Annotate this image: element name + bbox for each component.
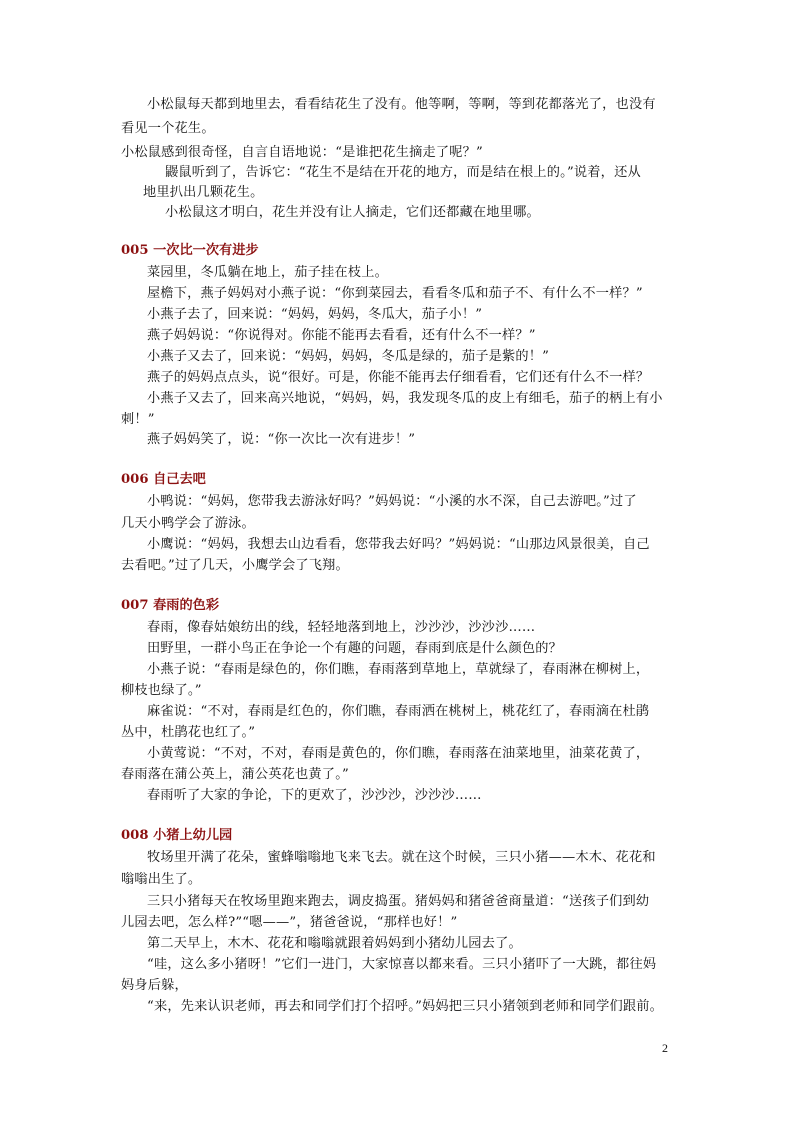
- paragraph-line: 看见一个花生。: [121, 121, 215, 136]
- paragraph-line: 鼹鼠听到了，告诉它：“花生不是结在开花的地方，而是结在根上的。”说着，还从: [165, 165, 641, 180]
- paragraph-line: 麻雀说：“不对，春雨是红色的，你们瞧，春雨洒在桃树上，桃花红了，春雨滴在杜鹃: [147, 704, 650, 719]
- paragraph-line: 妈身后躲，: [121, 978, 188, 993]
- story-title: 005 一次比一次有进步: [121, 243, 259, 258]
- paragraph-line: 小松鼠感到很奇怪，自言自语地说：“是谁把花生摘走了呢？”: [121, 145, 483, 160]
- story-title: 008 小猪上幼儿园: [121, 828, 233, 843]
- paragraph-line: 小鸭说：“妈妈，您带我去游泳好吗？”妈妈说：“小溪的水不深，自己去游吧。”过了: [147, 494, 637, 509]
- paragraph-line: 燕子妈妈说：“你说得对。你能不能再去看看，还有什么不一样？”: [147, 328, 536, 343]
- story-title: 006 自己去吧: [121, 472, 206, 487]
- paragraph-line: 去看吧。”过了几天，小鹰学会了飞翔。: [121, 558, 349, 573]
- paragraph-line: 第二天早上，木木、花花和嗡嗡就跟着妈妈到小猪幼儿园去了。: [147, 936, 522, 951]
- paragraph-line: 几天小鸭学会了游泳。: [121, 516, 255, 531]
- paragraph-line: 小鹰说：“妈妈，我想去山边看看，您带我去好吗？”妈妈说：“山那边风景很美，自己: [147, 537, 650, 552]
- paragraph-line: 三只小猪每天在牧场里跑来跑去，调皮捣蛋。猪妈妈和猪爸爸商量道：“送孩子们到幼: [147, 894, 650, 909]
- paragraph-line: 地里扒出几颗花生。: [143, 185, 264, 200]
- paragraph-line: 丛中，杜鹃花也红了。”: [121, 725, 256, 740]
- paragraph-line: 春雨落在蒲公英上，蒲公英花也黄了。”: [121, 767, 349, 782]
- paragraph-line: 小燕子去了，回来说：“妈妈，妈妈，冬瓜大，茄子小！”: [147, 307, 483, 322]
- paragraph-line: 屋檐下，燕子妈妈对小燕子说：“你到菜园去，看看冬瓜和茄子不、有什么不一样？”: [147, 286, 643, 301]
- paragraph-line: 小松鼠这才明白，花生并没有让人摘走，它们还都藏在地里哪。: [165, 205, 540, 220]
- paragraph-line: 小黄莺说：“不对，不对，春雨是黄色的，你们瞧，春雨落在油菜地里，油菜花黄了，: [147, 746, 650, 761]
- paragraph-line: 春雨，像春姑娘纺出的线，轻轻地落到地上，沙沙沙，沙沙沙……: [147, 620, 536, 635]
- paragraph-line: 春雨听了大家的争论，下的更欢了，沙沙沙，沙沙沙……: [147, 788, 482, 803]
- paragraph-line: 儿园去吧，怎么样?”“嗯——”，猪爸爸说，“那样也好！”: [121, 915, 458, 930]
- paragraph-line: 柳枝也绿了。”: [121, 683, 202, 698]
- paragraph-line: 小松鼠每天都到地里去，看看结花生了没有。他等啊，等啊，等到花都落光了，也没有: [147, 97, 656, 112]
- paragraph-line: 小燕子又去了，回来高兴地说，“妈妈，妈，我发现冬瓜的皮上有细毛，茄子的柄上有小: [147, 391, 663, 406]
- paragraph-line: 燕子的妈妈点点头，说“很好。可是，你能不能再去仔细看看，它们还有什么不一样？: [147, 370, 650, 385]
- story-title: 007 春雨的色彩: [121, 598, 220, 613]
- page-number: 2: [662, 1041, 668, 1055]
- paragraph-line: 菜园里，冬瓜躺在地上，茄子挂在枝上。: [147, 265, 388, 280]
- paragraph-line: “来，先来认识老师，再去和同学们打个招呼。”妈妈把三只小猪领到老师和同学们跟前。: [147, 999, 664, 1014]
- paragraph-line: 刺！”: [121, 412, 155, 427]
- paragraph-line: 牧场里开满了花朵，蜜蜂嗡嗡地飞来飞去。就在这个时候，三只小猪——木木、花花和: [147, 850, 656, 865]
- paragraph-line: 小燕子又去了，回来说：“妈妈，妈妈，冬瓜是绿的，茄子是紫的！”: [147, 349, 550, 364]
- paragraph-line: “哇，这么多小猪呀！”它们一进门，大家惊喜以都来看。三只小猪吓了一大跳，都往妈: [147, 957, 657, 972]
- paragraph-line: 小燕子说：“春雨是绿色的，你们瞧，春雨落到草地上，草就绿了，春雨淋在柳树上，: [147, 662, 650, 677]
- paragraph-line: 田野里，一群小鸟正在争论一个有趣的问题，春雨到底是什么颜色的？: [147, 641, 563, 656]
- paragraph-line: 嗡嗡出生了。: [121, 872, 202, 887]
- paragraph-line: 燕子妈妈笑了，说：“你一次比一次有进步！”: [147, 432, 416, 447]
